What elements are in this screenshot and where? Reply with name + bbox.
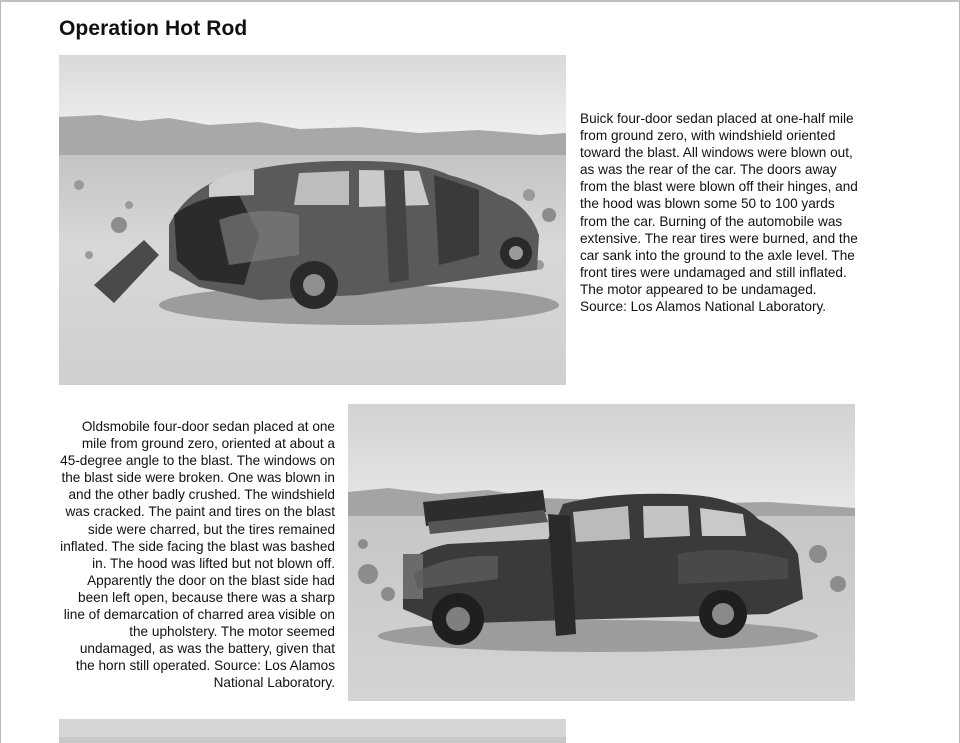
page-title: Operation Hot Rod: [59, 17, 248, 40]
buick-caption: Buick four-door sedan placed at one-half mile from ground zero, with windshield oriented toward the blast. All windows were blown out, as was the rear of the car. The doors away from the blast were blown off their hinges, and the hood was blown some 50 to 100 yards from the car. Burning of the automobile was extensive. The rear tires were burned, and the car sank into the ground to the axle level. The front tires were undamaged and still inflated. The motor appeared to be undamaged. Source: Los Alamos National Laboratory.: [580, 111, 858, 315]
document-page: [1, 0, 959, 743]
third-photo-partial: [59, 719, 566, 743]
oldsmobile-sedan-photo: [348, 404, 855, 701]
page-top-border: [1, 0, 959, 2]
oldsmobile-caption: Oldsmobile four-door sedan placed at one mile from ground zero, oriented at about a 45-degree angle to the blast. The windows on the blast side were broken. One was blown in and the other badly crushed. The windshield was cracked. The paint and tires on the blast side were charred, but the tires remained inflated. The side facing the blast was bashed in. The hood was lifted but not blown off. Apparently the door on the blast side had been left open, because there was a sharp line of demarcation of charred area visible on the upholstery. The motor seemed undamaged, as was the battery, given that the horn still operated. Source: Los Alamos National Laboratory.: [60, 419, 335, 691]
buick-sedan-photo: [59, 55, 566, 385]
